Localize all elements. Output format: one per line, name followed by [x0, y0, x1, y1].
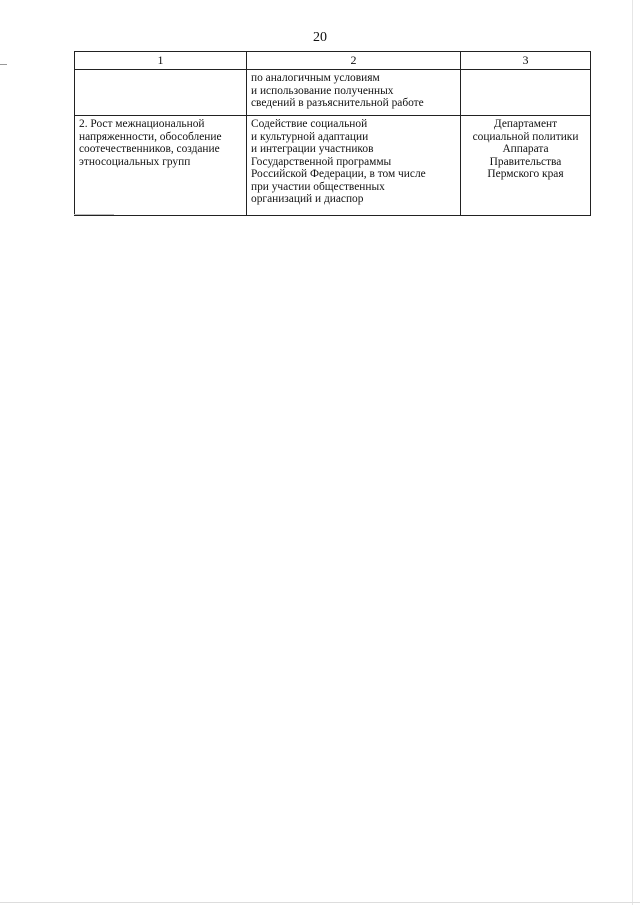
cell-line: и культурной адаптации [251, 130, 369, 143]
column-number-row [75, 52, 591, 70]
cell-line: напряженности, обособление [79, 130, 222, 143]
column-number-3: 3 [461, 52, 591, 70]
cell-line: Аппарата [502, 143, 549, 155]
cell-line: Департамент [493, 118, 558, 130]
table-row [75, 116, 591, 216]
table-row [75, 70, 591, 116]
cell-line: по аналогичным условиям [251, 72, 380, 84]
row1-risk-cell [75, 70, 247, 116]
cell-line: Правительства [489, 155, 562, 168]
row1-responsible-cell [461, 70, 591, 116]
scan-edge-mark [0, 64, 7, 65]
cell-line: 2. Рост межнациональной [79, 118, 205, 130]
cell-line: Содействие социальной [251, 118, 368, 130]
cell-line: Государственной программы [251, 155, 392, 168]
cell-line: сведений в разъяснительной работе [251, 97, 424, 109]
row2-measure-cell [247, 116, 461, 216]
row2-responsible-cell [461, 116, 591, 216]
row2-risk-cell [75, 116, 247, 216]
cell-line: организаций и диаспор [251, 193, 364, 205]
scan-edge-mark [632, 0, 633, 905]
cell-line: этносоциальных групп [79, 155, 191, 168]
cell-line: и использование полученных [251, 84, 394, 97]
cell-line: социальной политики [472, 130, 579, 143]
row1-measure-cell [247, 70, 461, 116]
cell-line: соотечественников, создание [79, 143, 220, 155]
scan-edge-mark [0, 902, 640, 903]
scan-edge-mark [74, 214, 114, 215]
column-number-1: 1 [75, 52, 247, 70]
cell-line: Российской Федерации, в том числе [251, 168, 426, 180]
column-number-2: 2 [247, 52, 461, 70]
page-number: 20 [313, 30, 327, 45]
cell-line: и интеграции участников [251, 143, 374, 155]
document-table [74, 51, 591, 216]
cell-line: при участии общественных [251, 180, 385, 193]
cell-line: Пермского края [487, 168, 564, 180]
